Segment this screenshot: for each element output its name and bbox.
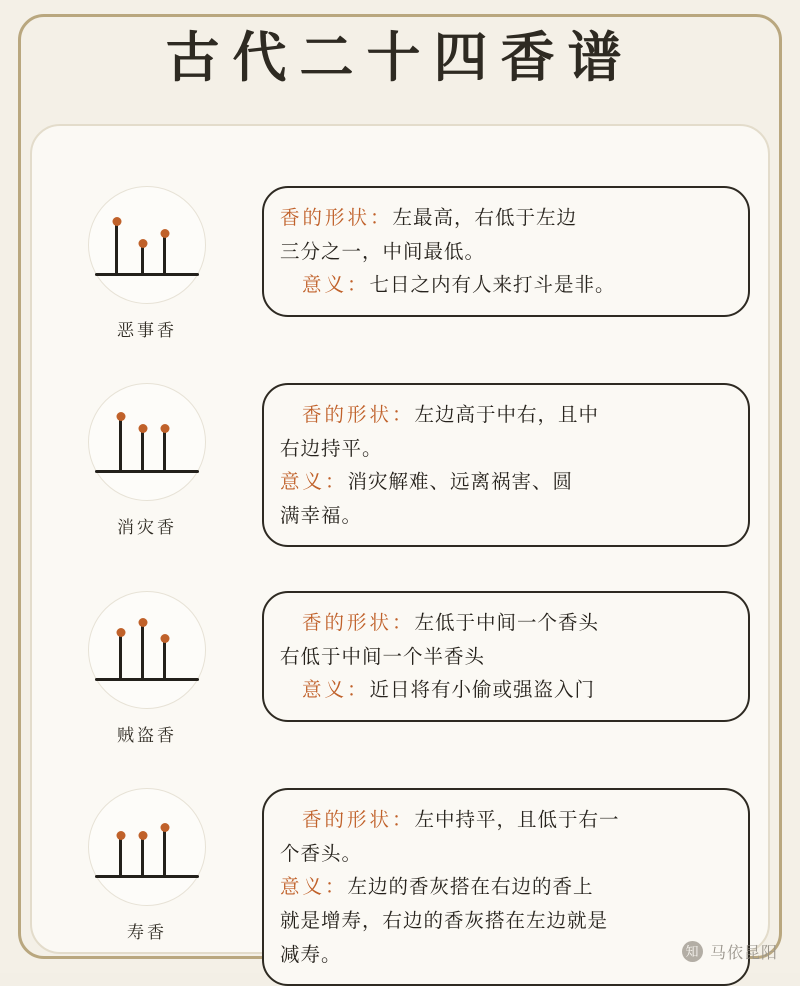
incense-tip-icon — [160, 634, 169, 643]
page-title-background — [140, 20, 661, 96]
entry-name: 消灾香 — [117, 518, 177, 538]
meaning-text: 左边的香灰搭在右边的香上 — [347, 875, 594, 899]
meaning-line — [280, 466, 730, 498]
shape-line — [280, 399, 730, 431]
entry-description — [262, 186, 750, 317]
shape-line — [280, 607, 730, 639]
incense-stick — [119, 838, 122, 878]
meaning-text: 消灾解难、远离祸害、圆 — [347, 470, 574, 494]
content-panel — [30, 124, 770, 966]
meaning-text: 近日将有小偷或强盗入门 — [369, 678, 596, 702]
incense-tip-icon — [112, 217, 121, 226]
shape-label: 香的形状： — [302, 403, 415, 426]
incense-stick — [141, 625, 144, 681]
entry-description — [262, 788, 750, 986]
shape-label: 香的形状： — [302, 611, 415, 635]
incense-sticks-icon — [88, 591, 206, 709]
incense-stick — [163, 641, 166, 681]
shape-line: 右低于中间一个半香头 — [280, 644, 486, 668]
incense-sticks-icon — [88, 788, 206, 906]
meaning-line — [280, 871, 730, 903]
shape-text: 左低于中间一个香头 — [414, 611, 600, 635]
incense-stick — [115, 224, 118, 276]
meaning-line — [280, 674, 730, 706]
incense-icon-column — [32, 591, 262, 746]
entry-description — [262, 591, 750, 722]
entry-name: 贼盗香 — [117, 726, 177, 747]
incense-stick — [163, 830, 166, 878]
incense-stick — [141, 246, 144, 276]
list-item — [32, 591, 772, 746]
meaning-line: 就是增寿，右边的香灰搭在左边就是 — [280, 909, 609, 933]
incense-base-line — [95, 273, 199, 276]
incense-tip-icon — [116, 628, 125, 637]
incense-tip-icon — [138, 618, 147, 627]
list-item — [32, 788, 772, 986]
incense-tip-icon — [116, 831, 125, 840]
meaning-label: 意义： — [280, 875, 348, 899]
entry-description — [262, 383, 750, 547]
incense-base-line — [95, 875, 199, 878]
shape-text: 左最高，右低于左边 — [392, 206, 578, 229]
incense-stick — [141, 838, 144, 878]
incense-stick — [163, 431, 166, 473]
incense-tip-icon — [160, 424, 169, 433]
shape-label: 香的形状： — [280, 206, 393, 229]
shape-line: 右边持平。 — [280, 436, 383, 460]
shape-label: 香的形状： — [302, 808, 415, 832]
watermark — [682, 940, 778, 963]
page-title — [0, 20, 800, 96]
meaning-line — [280, 269, 730, 301]
incense-icon-column — [32, 383, 262, 538]
incense-tip-icon — [138, 831, 147, 840]
meaning-label: 意义： — [302, 273, 370, 297]
entry-name: 寿香 — [127, 923, 167, 944]
meaning-text: 七日之内有人来打斗是非。 — [369, 273, 616, 297]
incense-icon-column — [32, 186, 262, 341]
list-item — [32, 383, 772, 547]
incense-tip-icon — [138, 239, 147, 248]
watermark-text: 马依昆阳 — [709, 943, 778, 962]
incense-stick — [141, 431, 144, 473]
incense-sticks-icon — [88, 186, 206, 304]
entry-name: 恶事香 — [117, 321, 177, 341]
incense-base-line — [95, 470, 199, 473]
incense-tip-icon — [160, 229, 169, 238]
watermark-badge-icon: 知 — [682, 941, 703, 962]
incense-sticks-icon — [88, 383, 206, 501]
shape-text: 左中持平，且低于右一 — [414, 808, 620, 832]
shape-line: 三分之一，中间最低。 — [280, 239, 486, 263]
incense-tip-icon — [116, 412, 125, 421]
incense-tip-icon — [160, 823, 169, 832]
incense-base-line — [95, 678, 199, 681]
incense-stick — [119, 419, 122, 473]
shape-line — [280, 202, 730, 234]
incense-stick — [163, 236, 166, 276]
meaning-line: 满幸福。 — [280, 503, 363, 527]
entry-list — [32, 126, 772, 986]
meaning-line: 减寿。 — [280, 942, 342, 966]
meaning-label: 意义： — [280, 470, 348, 494]
shape-line — [280, 804, 730, 836]
incense-stick — [119, 635, 122, 681]
page-title-text: 古代二十四香谱 — [165, 25, 635, 89]
incense-tip-icon — [138, 424, 147, 433]
incense-icon-column — [32, 788, 262, 943]
shape-text: 左边高于中右，且中 — [414, 403, 600, 426]
meaning-label: 意义： — [302, 678, 370, 702]
shape-line: 个香头。 — [280, 841, 363, 865]
list-item — [32, 186, 772, 341]
